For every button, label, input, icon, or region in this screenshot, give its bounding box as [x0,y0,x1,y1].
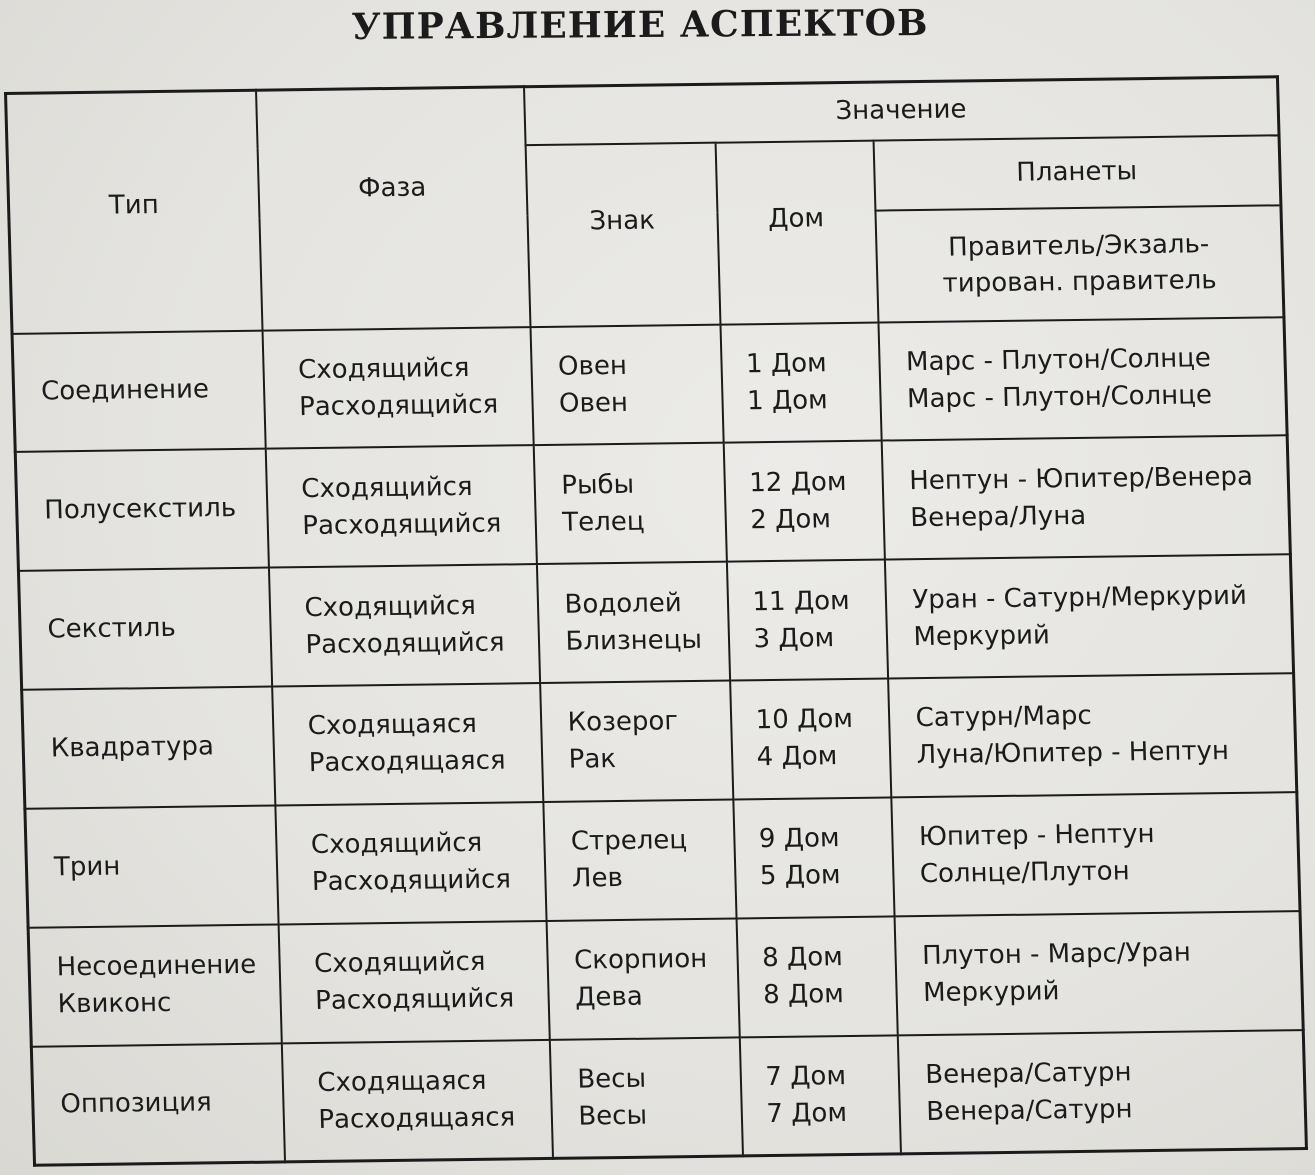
aspects-table-wrap [4,75,1305,1166]
house-cell [739,1035,900,1156]
phase-line: Расходящийся [301,508,502,541]
type-line: Оппозиция [60,1087,213,1120]
header-ruler-line-1: Правитель/Экзаль- [947,228,1210,263]
phase-line: Расходящаяся [308,745,506,779]
planets-line: Уран - Сатурн/Меркурий [912,580,1248,615]
phase-line: Сходящаяся [307,709,478,742]
planets-line: Юпитер - Нептун [918,819,1155,853]
sign-line: Овен [557,350,628,382]
sign-line: Телец [561,506,645,538]
phase-cell [268,564,539,686]
type-cell [28,924,281,1046]
type-line: Соединение [40,374,210,407]
phase-line: Сходящийся [300,471,474,504]
planets-line: Плутон - Марс/Уран [921,937,1192,972]
phase-line: Расходящаяся [317,1102,516,1135]
house-line: 8 Дом [761,942,844,974]
phase-cell [265,445,536,567]
header-ruler [875,205,1284,322]
planets-cell [891,792,1300,916]
sign-cell [543,799,736,920]
type-line: Секстиль [47,612,177,645]
planets-line: Нептун - Юпитер/Венера [908,461,1254,496]
phase-line: Расходящийся [314,983,515,1017]
type-cell [25,805,278,927]
house-line: 7 Дом [765,1097,848,1129]
aspects-table [4,75,1308,1166]
phase-line: Расходящийся [311,864,512,898]
type-cell [12,330,265,452]
phase-cell [275,802,546,924]
table-row [15,436,1290,571]
header-ruler-line-2: тирован. правитель [942,264,1218,299]
house-line: 3 Дом [753,622,835,654]
house-line: 8 Дом [762,979,845,1011]
house-cell [733,797,894,918]
sign-line: Рак [568,744,617,776]
table-row [18,554,1293,689]
house-line: 11 Дом [752,585,851,617]
house-line: 2 Дом [749,503,832,536]
sign-line: Рыбы [560,469,635,501]
house-cell [720,322,881,443]
sign-cell [536,562,729,683]
type-cell [31,1043,284,1165]
phase-line: Сходящийся [310,828,483,861]
type-cell [15,449,268,571]
type-line: Квиконс [57,988,172,1020]
table-row [28,911,1303,1046]
house-cell [736,916,897,1037]
planets-cell [888,673,1297,797]
phase-line: Сходящийся [304,590,477,623]
type-line: Трин [53,851,121,883]
sign-line: Овен [558,387,629,419]
house-cell [726,560,887,681]
planets-line: Солнце/Плутон [919,856,1131,890]
phase-line: Расходящийся [298,389,499,423]
planets-line: Меркурий [913,619,1051,652]
house-cell [730,679,891,800]
phase-line: Сходящаяся [316,1065,487,1098]
sign-line: Скорпион [573,944,708,976]
house-line: 5 Дом [759,860,841,892]
house-line: 9 Дом [758,823,840,855]
planets-line: Марс - Плутон/Солнце [905,343,1212,378]
header-phase: Фаза [256,87,530,330]
header-planets: Планеты [873,135,1281,210]
table-row [25,792,1300,927]
type-cell [18,568,271,690]
table-row [12,317,1287,452]
phase-cell [281,1040,552,1162]
header-type: Тип [6,90,262,333]
sign-line: Стрелец [570,825,688,857]
table-row [22,673,1297,808]
planets-line: Меркурий [922,976,1060,1009]
sign-cell [530,324,723,445]
sign-cell [540,681,733,802]
type-line: Несоединение [56,949,257,983]
house-line: 7 Дом [764,1060,847,1092]
sign-line: Весы [576,1063,647,1095]
sign-line: Козерог [567,706,679,739]
sign-cell [546,918,739,1039]
planets-line: Сатурн/Марс [915,701,1093,734]
planets-cell [881,436,1290,560]
house-line: 4 Дом [756,741,838,773]
sign-line: Близнецы [565,624,703,657]
house-line: 12 Дом [748,466,847,499]
sign-line: Водолей [564,587,683,620]
header-sign: Знак [525,142,720,326]
header-house: Дом [715,140,878,324]
page-title: УПРАВЛЕНИЕ АСПЕКТОВ [351,1,929,49]
type-line: Полусекстиль [43,493,237,526]
phase-cell [278,921,549,1043]
sign-line: Весы [577,1100,648,1132]
sign-line: Лев [571,863,624,894]
phase-line: Сходящийся [313,946,486,980]
sign-cell [533,443,726,564]
house-line: 1 Дом [746,385,829,417]
planets-cell [897,1030,1306,1154]
house-cell [723,441,884,562]
phase-cell [272,683,543,805]
sign-cell [549,1037,742,1158]
phase-line: Сходящийся [297,352,470,386]
planets-line: Луна/Юпитер - Нептун [916,736,1230,771]
type-line: Квадратура [50,731,215,764]
planets-line: Венера/Сатурн [924,1057,1132,1090]
header-meaning: Значение [523,77,1279,145]
sign-line: Дева [574,981,644,1013]
planets-line: Венера/Луна [909,500,1087,533]
planets-line: Венера/Сатурн [925,1094,1133,1127]
planets-cell [894,911,1303,1035]
planets-cell [884,554,1293,678]
phase-line: Расходящийся [305,627,505,660]
type-cell [22,687,275,809]
house-line: 10 Дом [755,704,854,736]
planets-line: Марс - Плутон/Солнце [906,380,1213,415]
table-row [31,1030,1306,1166]
house-line: 1 Дом [745,348,828,380]
planets-cell [878,317,1287,441]
phase-cell [262,327,533,449]
